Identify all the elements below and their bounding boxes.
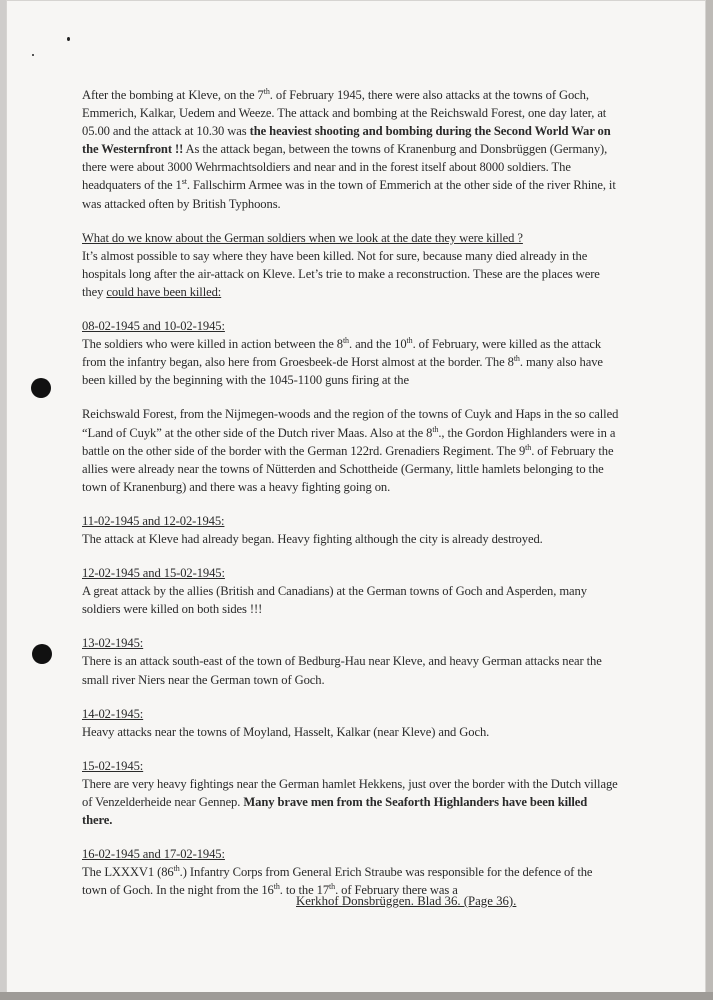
intro-paragraph: After the bombing at Kleve, on the 7th. of February 1945, there were also attacks at the towns of Goch, Emmerich, Kalkar, Uedem and Weeze. The attack and bombing at the Reichswald Forest, one day later, at 05.00 and the attack at 10.30 was the heaviest shooting and bombing during the Second World War on the Westernfront !! As the attack began, between the towns of Kranenburg and Donsbrüggen (Germany), there were about 3000 Wehrmachtsoldiers and near and in the forest itself about 8000 soldiers. The headquaters of the 1st. Fallschirm Armee was in the town of Emmerich at the other side of the river Rhine, it was attacked often by British Typhoons. <box>82 87 616 211</box>
section-heading: 11-02-1945 and 12-02-1945: <box>82 513 225 528</box>
section-14-feb: 14-02-1945: Heavy attacks near the towns of Moyland, Hasselt, Kalkar (near Kleve) and Goch. <box>82 706 490 739</box>
emphasis-text: the heaviest shooting and bombing during the Second World War on the Westernfront !! <box>82 124 611 157</box>
ink-speck <box>32 54 34 56</box>
section-heading: 12-02-1945 and 15-02-1945: <box>82 566 225 581</box>
section-heading: 08-02-1945 and 10-02-1945: <box>82 319 225 334</box>
section-11-12-feb: 11-02-1945 and 12-02-1945: The attack at Kleve had already began. Heavy fighting although the city is already destroyed. <box>82 513 543 546</box>
page-edge-bottom <box>0 992 713 1000</box>
section-16-17-feb: 16-02-1945 and 17-02-1945: The LXXXV1 (86th.) Infantry Corps from General Erich Straube was responsible for the defence of the town of Goch. In the night from the 16th. to the 17th. of February there was a <box>82 847 593 898</box>
section-heading: 13-02-1945: <box>82 636 144 651</box>
section-08-10-feb-continued: Reichswald Forest, from the Nijmegen-woods and the region of the towns of Cuyk and Haps in the so called “Land of Cuyk” at the other side of the Dutch river Maas. Also at the 8th., the Gordon Highlanders were in a battle on the other side of the border with the German 122rd. Grenadiers Regiment. The 9th. of February the allies were already near the towns of Nütterden and Schottheide (Germany, little hamlets belonging to the town of Kranenburg) and there was a heavy fighting going on. <box>82 407 619 494</box>
ink-speck <box>67 37 70 41</box>
emphasis-text: Many brave men from the Seaforth Highlanders have been killed there. <box>82 795 588 828</box>
section-15-feb: 15-02-1945: There are very heavy fightings near the German hamlet Hekkens, just over the border with the Dutch village of Venzelderheide near Gennep. Many brave men from the Seaforth Highlanders have been killed there. <box>82 758 618 828</box>
punch-hole-bottom <box>32 644 52 664</box>
section-13-feb: 13-02-1945: There is an attack south-east of the town of Bedburg-Hau near Kleve, and heavy German attacks near the small river Niers near the German town of Goch. <box>82 636 602 687</box>
document-body <box>82 86 620 899</box>
section-08-10-feb: 08-02-1945 and 10-02-1945: The soldiers who were killed in action between the 8th. and the 10th. of February, were killed as the attack from the infantry began, also here from Groesbeek-de Horst almost at the border. The 8th. many also have been killed by the beginning with the 1045-1100 guns firing at the <box>82 319 603 388</box>
section-heading: 15-02-1945: <box>82 758 144 773</box>
section-heading: 16-02-1945 and 17-02-1945: <box>82 847 225 862</box>
punch-hole-top <box>31 378 51 398</box>
page-edge-right <box>706 0 713 1000</box>
section-12-15-feb: 12-02-1945 and 15-02-1945: A great attack by the allies (British and Canadians) at the German towns of Goch and Asperden, many soldiers were killed on both sides !!! <box>82 566 587 617</box>
question-heading: What do we know about the German soldiers when we look at the date they were killed ? <box>82 230 523 245</box>
page-footer: Kerkhof Donsbrüggen. Blad 36. (Page 36). <box>296 894 517 908</box>
question-paragraph: What do we know about the German soldiers when we look at the date they were killed ? It’s almost possible to say where they have been killed. Not for sure, because many died already in the hospitals long after the air-attack on Kleve. Let’s trie to make a reconstruction. These are the places were they could have been killed: <box>82 230 600 299</box>
section-heading: 14-02-1945: <box>82 706 144 721</box>
